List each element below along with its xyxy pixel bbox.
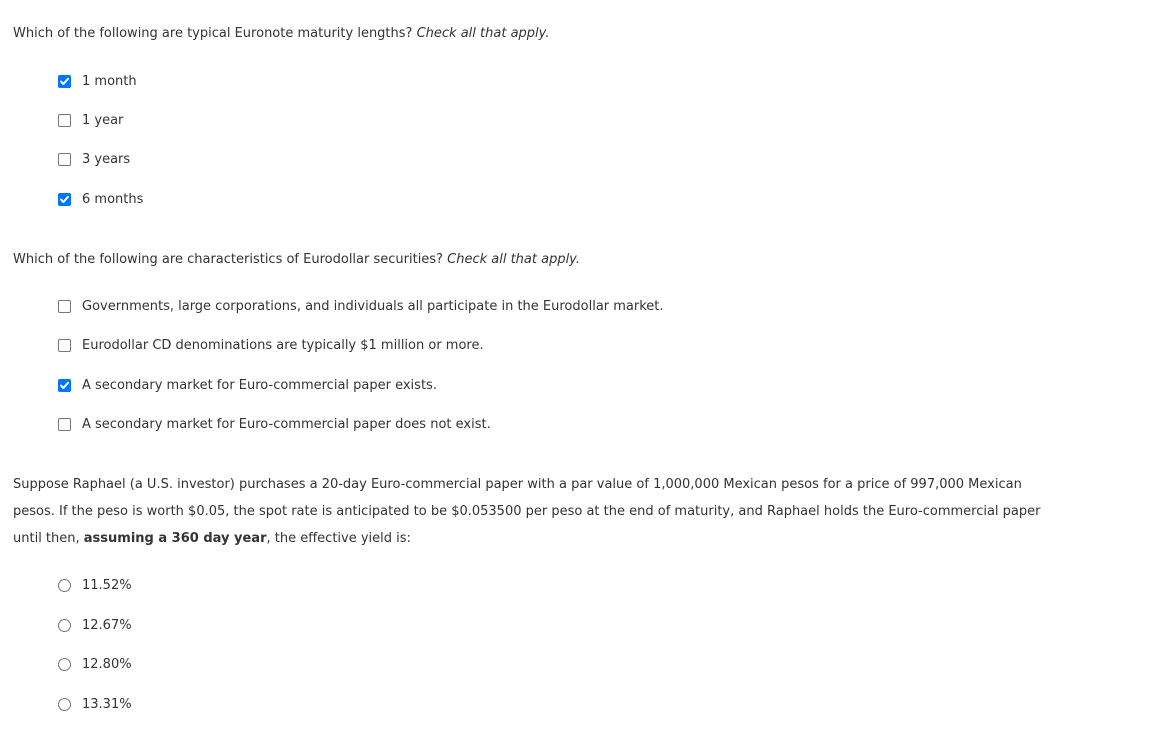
checkbox-icon[interactable] — [58, 300, 71, 313]
q3-option-4-label: 13.31% — [82, 696, 132, 712]
question-2-text — [13, 246, 580, 273]
question-3-text — [13, 471, 1043, 552]
q2-option-2-label: Eurodollar CD denominations are typically $1 million or more. — [82, 337, 484, 353]
q2-option-4[interactable] — [58, 414, 491, 434]
q3-option-3-label: 12.80% — [82, 656, 132, 672]
q1-option-1[interactable] — [58, 71, 137, 91]
q3-option-4[interactable] — [58, 694, 132, 714]
checkbox-icon[interactable] — [58, 153, 71, 166]
question-2-instruction: Check all that apply. — [447, 252, 581, 267]
q1-option-2-label: 1 year — [82, 112, 124, 128]
question-1-text — [13, 20, 549, 47]
q3-option-3[interactable] — [58, 654, 132, 674]
q1-option-3[interactable] — [58, 149, 130, 169]
checkbox-icon[interactable] — [58, 339, 71, 352]
q3-option-2[interactable] — [58, 615, 132, 635]
q3-option-1-label: 11.52% — [82, 577, 132, 593]
checkbox-icon[interactable] — [58, 418, 71, 431]
checkbox-checked-icon[interactable] — [58, 379, 71, 392]
q1-option-4-label: 6 months — [82, 191, 144, 207]
checkbox-icon[interactable] — [58, 114, 71, 127]
q2-option-3-label: A secondary market for Euro-commercial paper exists. — [82, 377, 437, 393]
q2-option-3[interactable] — [58, 375, 437, 395]
question-2-prompt: Which of the following are characteristics of Eurodollar securities? — [13, 252, 443, 267]
q3-option-2-label: 12.67% — [82, 617, 132, 633]
question-3 — [13, 471, 1043, 552]
q2-option-1-label: Governments, large corporations, and individuals all participate in the Eurodollar market. — [82, 298, 664, 314]
radio-icon[interactable] — [58, 658, 71, 671]
q1-option-2[interactable] — [58, 110, 123, 130]
q3-option-1[interactable] — [58, 575, 132, 595]
question-1 — [13, 20, 549, 47]
question-3-prompt-end: , the effective yield is: — [266, 531, 411, 546]
radio-icon[interactable] — [58, 619, 71, 632]
question-1-instruction: Check all that apply. — [416, 26, 550, 41]
q1-option-3-label: 3 years — [82, 151, 131, 167]
q2-option-1[interactable] — [58, 296, 664, 316]
checkbox-checked-icon[interactable] — [58, 75, 71, 88]
question-3-emphasis: assuming a 360 day year — [83, 531, 267, 546]
q2-option-4-label: A secondary market for Euro-commercial paper does not exist. — [82, 416, 491, 432]
q2-option-2[interactable] — [58, 335, 484, 355]
radio-icon[interactable] — [58, 579, 71, 592]
radio-icon[interactable] — [58, 698, 71, 711]
checkbox-checked-icon[interactable] — [58, 193, 71, 206]
question-2 — [13, 246, 580, 273]
question-3-prompt: Suppose Raphael (a U.S. investor) purchases a 20-day Euro-commercial paper with a par value of 1,000,000 Mexican pesos for a price of 997,000 Mexican pesos. If the peso is worth $0.05, the spot rate is anticipated to be $0.053500 per peso at the end of maturity, and Raphael holds the Euro-commercial paper until then, — [13, 477, 1041, 546]
q1-option-1-label: 1 month — [82, 73, 137, 89]
question-1-prompt: Which of the following are typical Euronote maturity lengths? — [13, 26, 413, 41]
q1-option-4[interactable] — [58, 189, 143, 209]
